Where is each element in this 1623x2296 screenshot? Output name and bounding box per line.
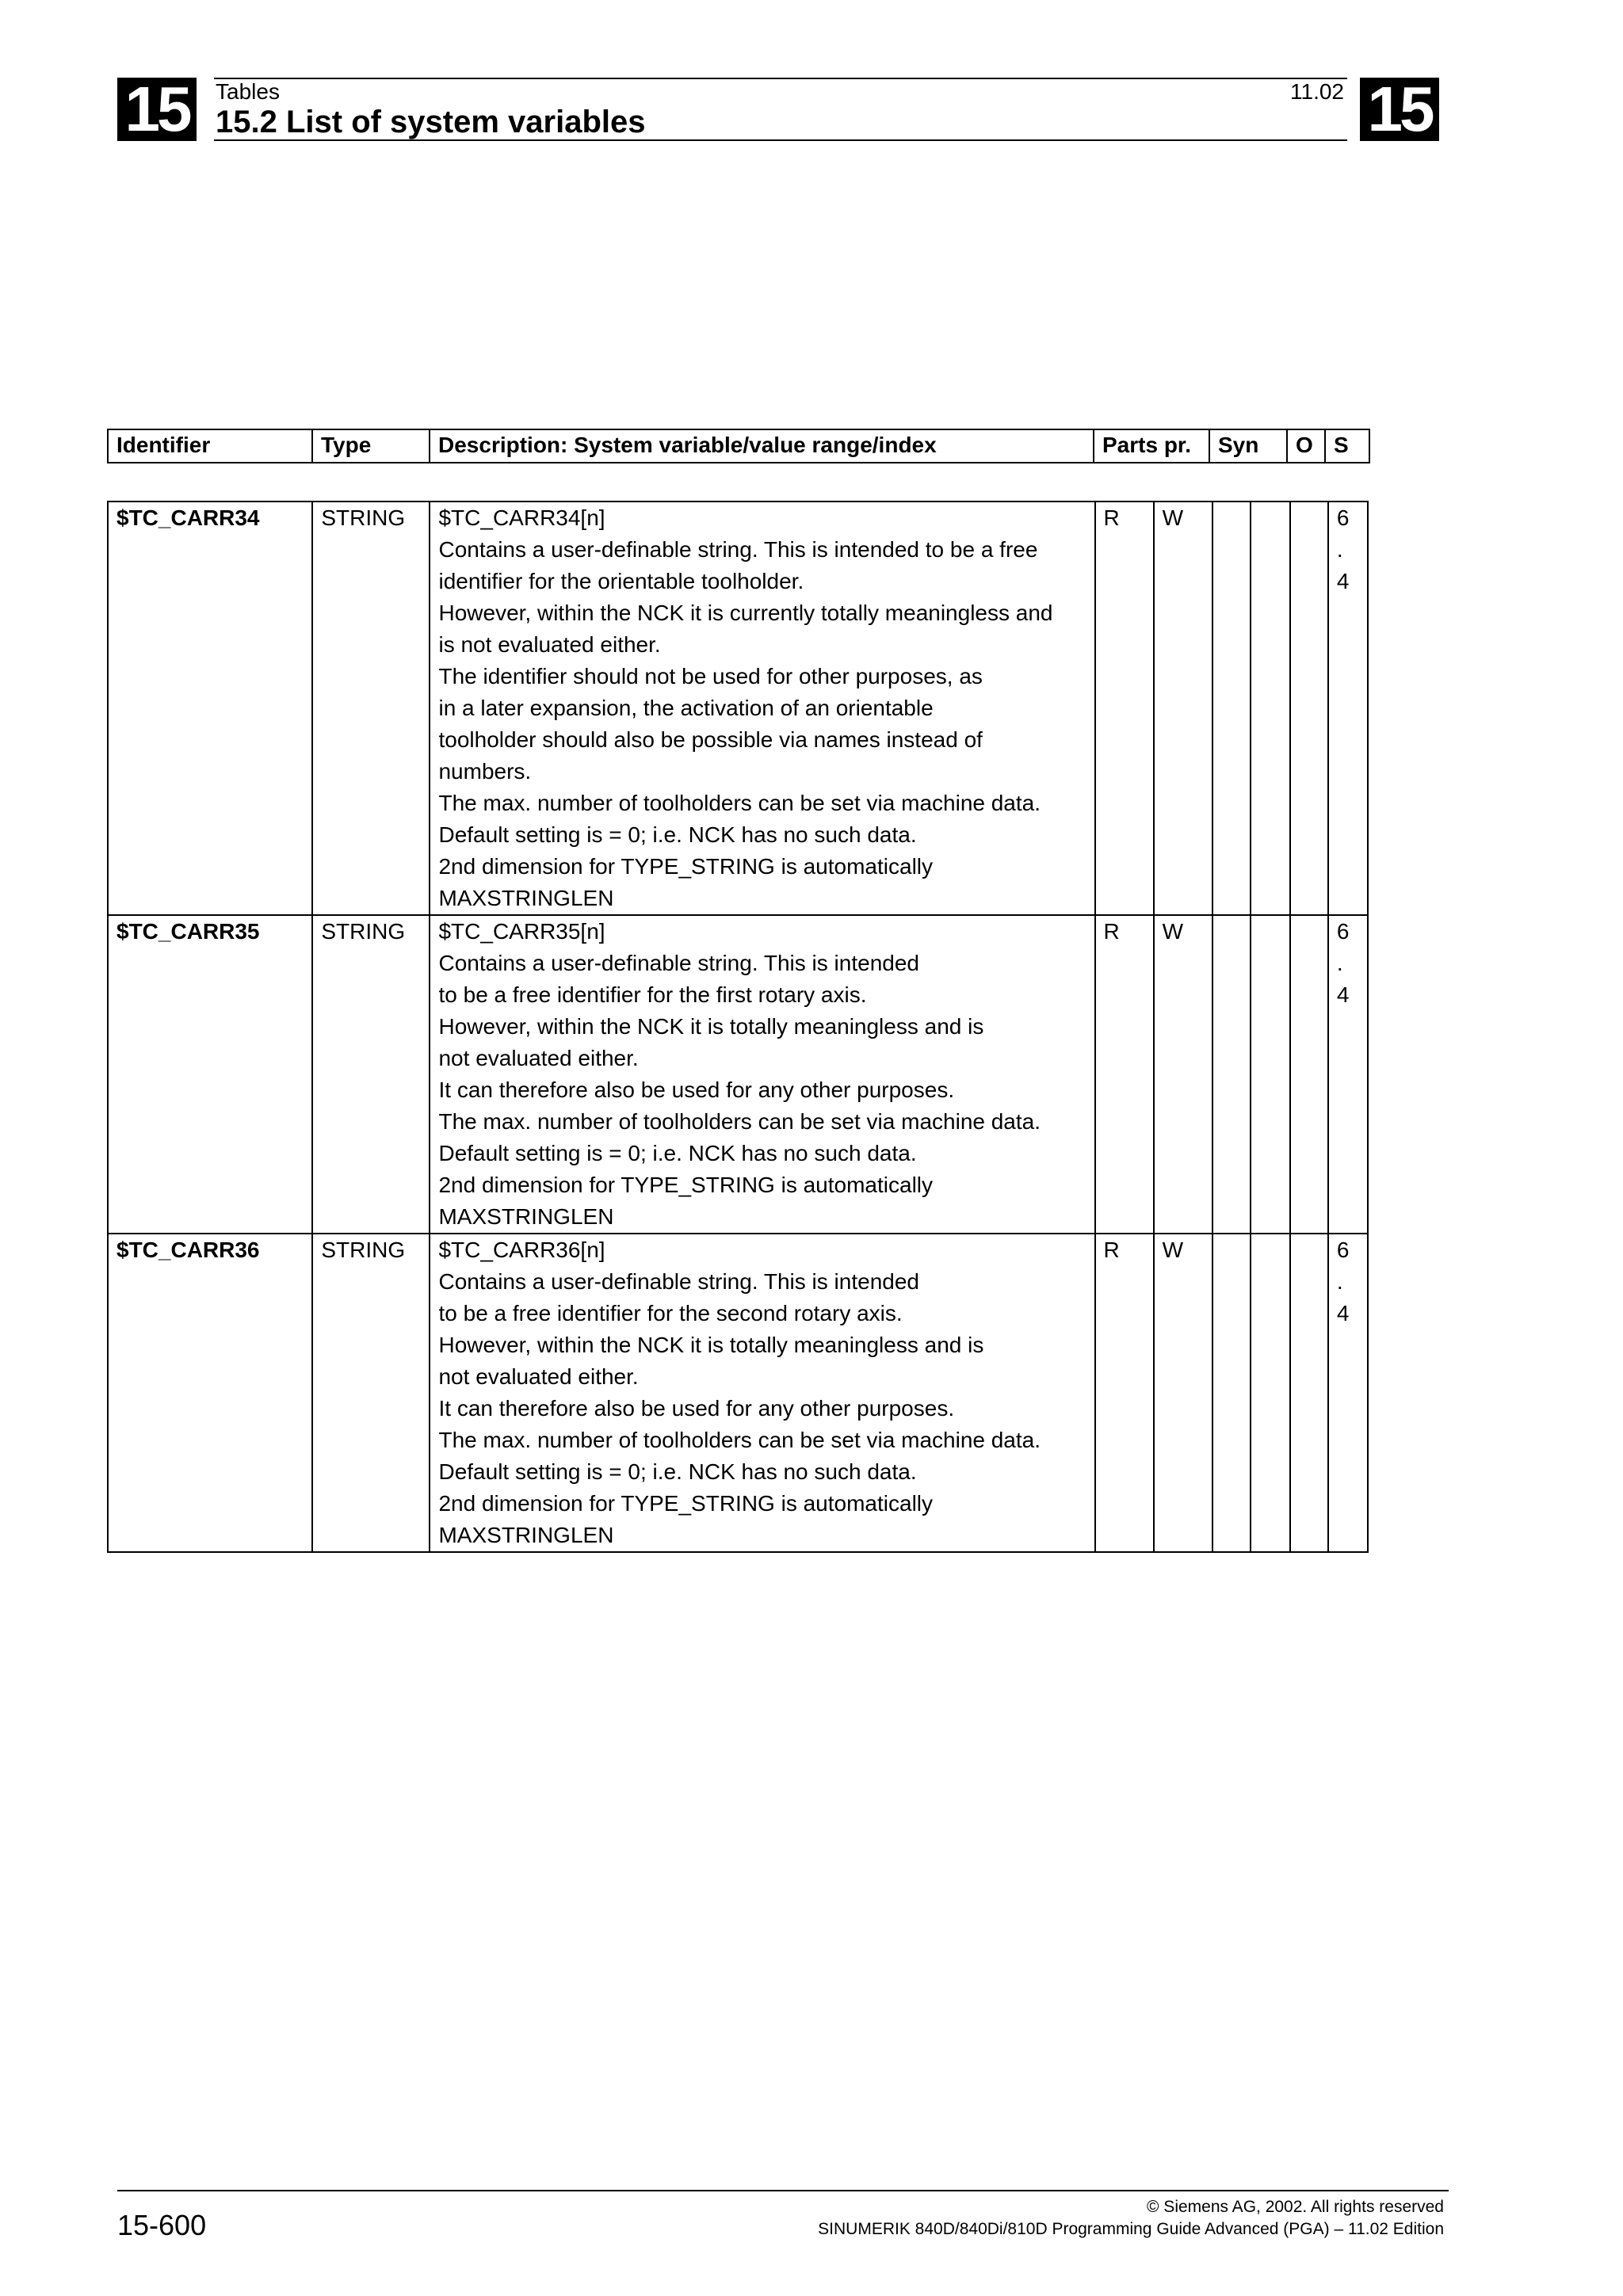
description-line: in a later expansion, the activation of an orientable <box>438 696 934 720</box>
o-cell <box>1290 915 1328 1234</box>
guide-title: SINUMERIK 840D/840Di/810D Programming Guide Advanced (PGA) – 11.02 Edition <box>818 2220 1444 2238</box>
identifier-cell: $TC_CARR34 <box>108 502 312 915</box>
edition-date: 11.02 <box>1290 79 1344 104</box>
identifier-cell: $TC_CARR36 <box>108 1234 312 1552</box>
s-value-char: . <box>1336 1269 1343 1294</box>
description-line: MAXSTRINGLEN <box>438 1523 614 1547</box>
description-cell <box>430 915 1094 1234</box>
description-line: to be a free identifier for the second rotary axis. <box>438 1301 903 1325</box>
description-line: MAXSTRINGLEN <box>438 1204 614 1229</box>
syn-cell-2 <box>1251 502 1290 915</box>
s-value-char: 4 <box>1336 982 1350 1007</box>
description-line: to be a free identifier for the first rotary axis. <box>438 982 867 1007</box>
s-value-char: 4 <box>1336 1301 1350 1325</box>
description-line: toolholder should also be possible via names instead of <box>438 727 983 752</box>
s-value-char: 6 <box>1336 505 1350 530</box>
description-line: not evaluated either. <box>438 1046 639 1070</box>
chapter-badge-right: 15 <box>1360 78 1439 141</box>
chapter-badge-left: 15 <box>117 78 197 141</box>
description-line: Contains a user-definable string. This is intended <box>438 1269 919 1294</box>
description-line: is not evaluated either. <box>438 632 661 657</box>
description-line: Contains a user-definable string. This is intended <box>438 951 919 975</box>
type-cell: STRING <box>312 502 430 915</box>
description-cell <box>430 1234 1094 1552</box>
description-line: The max. number of toolholders can be set via machine data. <box>438 1109 1041 1134</box>
description-line: numbers. <box>438 759 532 784</box>
section-label: Tables <box>216 79 280 104</box>
description-line: The identifier should not be used for other purposes, as <box>438 664 983 688</box>
description-line: 2nd dimension for TYPE_STRING is automatically <box>438 854 934 879</box>
system-variables-table <box>107 501 1369 1553</box>
description-line: MAXSTRINGLEN <box>438 886 614 910</box>
o-cell <box>1290 502 1328 915</box>
description-cell <box>430 502 1094 915</box>
parts-write-cell: W <box>1154 1234 1212 1552</box>
syn-cell-2 <box>1251 1234 1290 1552</box>
identifier-cell: $TC_CARR35 <box>108 915 312 1234</box>
description-line: It can therefore also be used for any other purposes. <box>438 1396 955 1421</box>
description-line: The max. number of toolholders can be set via machine data. <box>438 791 1041 815</box>
syn-cell-1 <box>1212 915 1251 1234</box>
col-syn: Syn <box>1209 429 1287 463</box>
description-line: However, within the NCK it is currently totally meaningless and <box>438 601 1053 625</box>
col-parts: Parts pr. <box>1094 429 1209 463</box>
parts-write-cell: W <box>1154 915 1212 1234</box>
description-line: $TC_CARR34[n] <box>438 505 605 530</box>
description-line: not evaluated either. <box>438 1364 639 1389</box>
column-header-row <box>108 429 1369 463</box>
type-cell: STRING <box>312 1234 430 1552</box>
header-top-rule <box>214 78 1347 79</box>
page-title: 15.2 List of system variables <box>216 105 646 139</box>
description-line: However, within the NCK it is totally meaningless and is <box>438 1014 984 1039</box>
description-line: Contains a user-definable string. This is intended to be a free <box>438 537 1038 562</box>
description-line: $TC_CARR35[n] <box>438 919 605 944</box>
parts-write-cell: W <box>1154 502 1212 915</box>
table-row <box>108 915 1368 1234</box>
s-value-char: 6 <box>1336 1238 1350 1262</box>
col-o: O <box>1287 429 1325 463</box>
parts-read-cell: R <box>1095 502 1154 915</box>
s-value-char: 4 <box>1336 569 1350 593</box>
description-line: 2nd dimension for TYPE_STRING is automatically <box>438 1173 934 1197</box>
col-description: Description: System variable/value range/index <box>430 429 1094 463</box>
description-line: Default setting is = 0; i.e. NCK has no such data. <box>438 1141 917 1165</box>
header-bottom-rule <box>214 139 1347 141</box>
description-line: Default setting is = 0; i.e. NCK has no such data. <box>438 1459 917 1484</box>
description-line: However, within the NCK it is totally meaningless and is <box>438 1333 984 1357</box>
description-line: identifier for the orientable toolholder. <box>438 569 804 593</box>
col-s: S <box>1325 429 1369 463</box>
parts-read-cell: R <box>1095 1234 1154 1552</box>
syn-cell-2 <box>1251 915 1290 1234</box>
s-cell <box>1328 1234 1368 1552</box>
s-value-char: . <box>1336 951 1343 975</box>
syn-cell-1 <box>1212 502 1251 915</box>
description-line: The max. number of toolholders can be set via machine data. <box>438 1428 1041 1452</box>
s-cell <box>1328 502 1368 915</box>
s-cell <box>1328 915 1368 1234</box>
syn-cell-1 <box>1212 1234 1251 1552</box>
footer-rule <box>117 2190 1449 2191</box>
o-cell <box>1290 1234 1328 1552</box>
description-line: It can therefore also be used for any other purposes. <box>438 1077 955 1102</box>
parts-read-cell: R <box>1095 915 1154 1234</box>
description-line: 2nd dimension for TYPE_STRING is automatically <box>438 1491 934 1516</box>
s-value-char: 6 <box>1336 919 1350 944</box>
column-header-table <box>107 429 1370 463</box>
table-row <box>108 1234 1368 1552</box>
type-cell: STRING <box>312 915 430 1234</box>
description-line: Default setting is = 0; i.e. NCK has no such data. <box>438 822 917 847</box>
col-identifier: Identifier <box>108 429 312 463</box>
s-value-char: . <box>1336 537 1343 562</box>
copyright-notice: © Siemens AG, 2002. All rights reserved <box>1147 2198 1444 2216</box>
table-row <box>108 502 1368 915</box>
page-number: 15-600 <box>117 2209 207 2241</box>
description-line: $TC_CARR36[n] <box>438 1238 605 1262</box>
col-type: Type <box>312 429 430 463</box>
